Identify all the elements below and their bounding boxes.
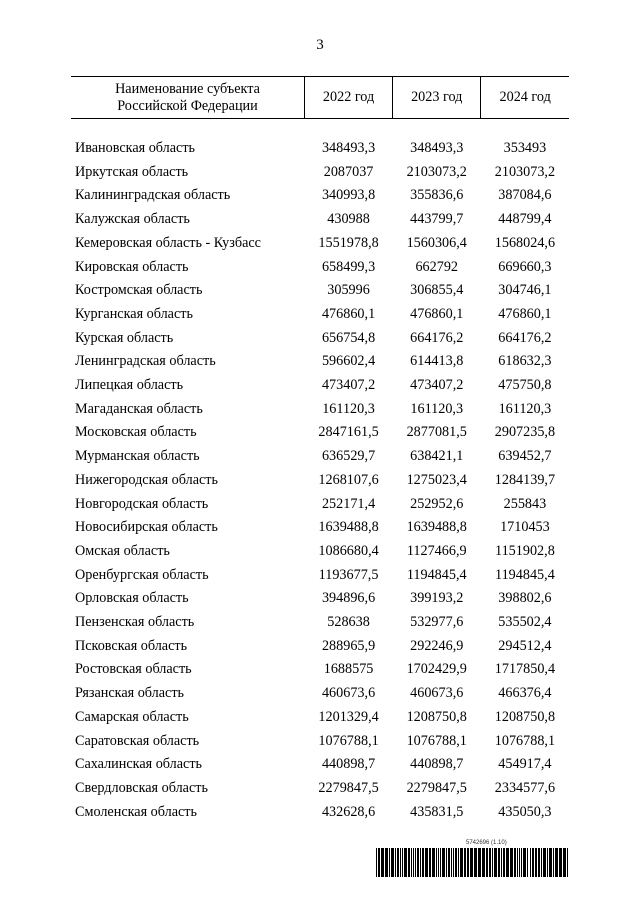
value-cell: 1639488,8 bbox=[406, 519, 467, 536]
barcode-bar bbox=[535, 848, 537, 877]
barcode-bar bbox=[455, 848, 457, 877]
barcode-bar bbox=[391, 848, 394, 877]
value-cell: 305996 bbox=[327, 282, 370, 299]
value-cell: 440898,7 bbox=[410, 756, 464, 773]
value-cell: 618632,3 bbox=[498, 353, 552, 370]
value-cell: 1702429,9 bbox=[406, 661, 467, 678]
region-name-cell: Новосибирская область bbox=[75, 519, 218, 536]
value-cell: 432628,6 bbox=[321, 803, 376, 820]
value-cell: 1275023,4 bbox=[406, 471, 467, 488]
region-name-cell: Иркутская область bbox=[75, 163, 189, 180]
region-name-cell: Магаданская область bbox=[75, 400, 203, 417]
barcode-bar bbox=[503, 848, 505, 877]
value-cell: 1201329,4 bbox=[318, 708, 379, 725]
table-row bbox=[71, 564, 569, 588]
barcode-bar bbox=[451, 848, 452, 877]
region-name-cell: Омская область bbox=[75, 542, 170, 559]
value-cell: 443799,7 bbox=[410, 211, 464, 228]
table-row bbox=[71, 161, 569, 185]
table-row bbox=[71, 777, 569, 801]
value-cell: 387084,6 bbox=[498, 187, 552, 204]
barcode-bar bbox=[482, 848, 485, 877]
region-name-cell: Сахалинская область bbox=[75, 756, 203, 773]
barcode-bar bbox=[417, 848, 419, 877]
barcode-bar bbox=[521, 848, 522, 877]
barcode-bar bbox=[478, 848, 481, 877]
region-name-cell: Кировская область bbox=[75, 258, 189, 275]
barcode-bar bbox=[464, 848, 466, 877]
value-cell: 399193,2 bbox=[410, 590, 464, 607]
value-cell: 466376,4 bbox=[498, 685, 552, 702]
region-name-cell: Рязанская область bbox=[75, 685, 185, 702]
value-cell: 1551978,8 bbox=[318, 234, 379, 251]
value-cell: 255843 bbox=[503, 495, 547, 512]
table-row bbox=[71, 208, 569, 232]
value-cell: 435050,3 bbox=[498, 803, 552, 820]
barcode-bar bbox=[530, 848, 531, 877]
table-row bbox=[71, 469, 569, 493]
barcode-bar bbox=[381, 848, 384, 877]
barcode-bar bbox=[458, 848, 459, 877]
region-name-cell: Оренбургская область bbox=[75, 566, 209, 583]
value-cell: 476860,1 bbox=[321, 305, 376, 322]
barcode-bar bbox=[425, 848, 428, 877]
barcode-bar bbox=[494, 848, 497, 877]
region-name-cell: Липецкая область bbox=[75, 377, 184, 394]
region-name-cell: Калужская область bbox=[75, 211, 190, 228]
barcode-bar bbox=[467, 848, 469, 877]
barcode-bar bbox=[474, 848, 477, 877]
value-cell: 2847161,5 bbox=[318, 424, 379, 441]
barcode-bar bbox=[510, 848, 513, 877]
value-cell: 355836,6 bbox=[410, 187, 464, 204]
region-name-cell: Пензенская область bbox=[75, 614, 195, 631]
barcode-bar bbox=[517, 848, 518, 877]
value-cell: 435831,5 bbox=[410, 803, 464, 820]
value-cell: 1076788,1 bbox=[406, 732, 467, 749]
table-row bbox=[71, 753, 569, 777]
value-cell: 2907235,8 bbox=[494, 424, 556, 441]
page-number: 3 bbox=[316, 37, 324, 53]
value-cell: 636529,7 bbox=[321, 448, 376, 465]
region-name-cell: Костромская область bbox=[75, 282, 203, 299]
value-cell: 1639488,8 bbox=[318, 519, 379, 536]
barcode-bar bbox=[498, 848, 500, 877]
barcode-bar bbox=[397, 848, 399, 877]
value-cell: 1560306,4 bbox=[406, 234, 467, 251]
value-cell: 664176,2 bbox=[410, 329, 464, 346]
value-cell: 348493,3 bbox=[410, 140, 464, 156]
value-cell: 1086680,4 bbox=[318, 542, 379, 559]
table-row bbox=[71, 706, 569, 730]
value-cell: 639452,7 bbox=[498, 448, 552, 465]
value-cell: 304746,1 bbox=[498, 282, 552, 299]
value-cell: 1688575 bbox=[323, 661, 374, 678]
value-cell: 2103073,2 bbox=[406, 163, 467, 180]
barcode-bar bbox=[501, 848, 502, 877]
barcode-bar bbox=[436, 848, 437, 877]
value-cell: 1268107,6 bbox=[318, 471, 379, 488]
value-cell: 306855,4 bbox=[410, 282, 464, 299]
barcode-bar bbox=[402, 848, 403, 877]
barcode-bar bbox=[400, 848, 401, 877]
barcode-bar bbox=[378, 848, 380, 877]
barcode-bar bbox=[420, 848, 421, 877]
barcode-bar bbox=[460, 848, 463, 877]
data-table bbox=[71, 76, 569, 824]
region-name-cell: Мурманская область bbox=[75, 448, 200, 465]
region-name-cell: Свердловская область bbox=[75, 779, 208, 796]
barcode-bar bbox=[549, 848, 552, 877]
value-cell: 1717850,4 bbox=[494, 661, 556, 678]
value-cell: 454917,4 bbox=[498, 756, 552, 773]
value-cell: 1208750,8 bbox=[494, 708, 556, 725]
table-row bbox=[71, 398, 569, 422]
table-spacer bbox=[71, 119, 569, 138]
value-cell: 473407,2 bbox=[321, 377, 376, 394]
value-cell: 532977,6 bbox=[410, 614, 464, 631]
table-row bbox=[71, 303, 569, 327]
table-row bbox=[71, 445, 569, 469]
barcode-bar bbox=[422, 848, 424, 877]
table-row bbox=[71, 232, 569, 256]
region-name-cell: Самарская область bbox=[75, 708, 189, 725]
barcode-bar bbox=[411, 848, 412, 877]
value-cell: 2334577,6 bbox=[494, 779, 556, 796]
table-row bbox=[71, 421, 569, 445]
header-region bbox=[71, 77, 304, 119]
table-row bbox=[71, 516, 569, 540]
value-cell: 440898,7 bbox=[321, 756, 376, 773]
value-cell: 656754,8 bbox=[321, 329, 376, 346]
value-cell: 476860,1 bbox=[410, 305, 464, 322]
value-cell: 2103073,2 bbox=[494, 163, 556, 180]
table-row bbox=[71, 256, 569, 280]
table-row bbox=[71, 137, 569, 161]
barcode-bar bbox=[395, 848, 396, 877]
barcode-bar bbox=[453, 848, 454, 877]
region-name-cell: Псковская область bbox=[75, 637, 188, 654]
barcode-bar bbox=[448, 848, 450, 877]
barcode-bar bbox=[555, 848, 558, 877]
value-cell: 1284139,7 bbox=[494, 471, 556, 488]
value-cell: 1193677,5 bbox=[318, 566, 379, 583]
barcode-bar bbox=[376, 848, 377, 877]
barcode-bar bbox=[489, 848, 491, 877]
value-cell: 161120,3 bbox=[322, 400, 375, 417]
value-cell: 2279847,5 bbox=[318, 779, 379, 796]
barcode-bar bbox=[506, 848, 509, 877]
table-row bbox=[71, 279, 569, 303]
value-cell: 460673,6 bbox=[410, 685, 464, 702]
value-cell: 596602,4 bbox=[321, 353, 376, 370]
value-cell: 1568024,6 bbox=[494, 234, 556, 251]
value-cell: 1194845,4 bbox=[406, 566, 467, 583]
barcode-bar bbox=[538, 848, 540, 877]
barcode-bar bbox=[523, 848, 526, 877]
value-cell: 476860,1 bbox=[498, 305, 552, 322]
value-cell: 252171,4 bbox=[321, 495, 376, 512]
table-row bbox=[71, 587, 569, 611]
header-year-2022: 2022 год bbox=[304, 77, 392, 119]
value-cell: 1208750,8 bbox=[406, 708, 467, 725]
value-cell: 669660,3 bbox=[498, 258, 552, 275]
value-cell: 1127466,9 bbox=[406, 542, 467, 559]
table-row bbox=[71, 730, 569, 754]
barcode-bar bbox=[446, 848, 447, 877]
value-cell: 1076788,1 bbox=[318, 732, 379, 749]
barcode-label: 5742696 (1.10) bbox=[466, 840, 507, 846]
barcode-bar bbox=[519, 848, 520, 877]
value-cell: 161120,3 bbox=[410, 400, 464, 417]
barcode-bar bbox=[470, 848, 473, 877]
value-cell: 1151902,8 bbox=[495, 542, 555, 559]
value-cell: 394896,6 bbox=[321, 590, 376, 607]
region-name-cell: Ленинградская область bbox=[75, 353, 216, 370]
barcode-bar bbox=[543, 848, 546, 877]
table-row bbox=[71, 801, 569, 825]
value-cell: 161120,3 bbox=[498, 400, 552, 417]
header-year-2024: 2024 год bbox=[481, 77, 569, 119]
value-cell: 664176,2 bbox=[498, 329, 552, 346]
region-name-cell: Нижегородская область bbox=[75, 471, 218, 488]
region-name-cell: Новгородская область bbox=[75, 495, 209, 512]
barcode-bar bbox=[532, 848, 534, 877]
region-name-cell: Ивановская область bbox=[75, 140, 196, 156]
value-cell: 473407,2 bbox=[410, 377, 464, 394]
barcode-bar bbox=[389, 848, 390, 877]
table-row bbox=[71, 611, 569, 635]
value-cell: 2877081,5 bbox=[406, 424, 467, 441]
region-name-cell: Кемеровская область - Кузбасс bbox=[75, 234, 261, 251]
table-row bbox=[71, 658, 569, 682]
table-row bbox=[71, 184, 569, 208]
value-cell: 535502,4 bbox=[498, 614, 552, 631]
header-year-2023: 2023 год bbox=[393, 77, 481, 119]
table-row bbox=[71, 540, 569, 564]
barcode-bar bbox=[404, 848, 407, 877]
table-row bbox=[71, 350, 569, 374]
value-cell: 430988 bbox=[327, 211, 370, 228]
value-cell: 288965,9 bbox=[321, 637, 376, 654]
region-name-cell: Смоленская область bbox=[75, 803, 197, 820]
barcode-bar bbox=[438, 848, 439, 877]
value-cell: 658499,3 bbox=[321, 258, 376, 275]
barcode-bar bbox=[432, 848, 435, 877]
barcode-bar bbox=[567, 848, 568, 877]
barcode-bar bbox=[429, 848, 431, 877]
region-name-cell: Калининградская область bbox=[75, 187, 231, 204]
value-cell: 614413,8 bbox=[410, 353, 464, 370]
table-header-row bbox=[71, 77, 569, 119]
region-name-cell: Московская область bbox=[75, 424, 197, 441]
value-cell: 294512,4 bbox=[498, 637, 552, 654]
value-cell: 460673,6 bbox=[321, 685, 376, 702]
barcode-bar bbox=[442, 848, 445, 877]
value-cell: 2087037 bbox=[323, 163, 374, 180]
region-name-cell: Орловская область bbox=[75, 590, 189, 607]
region-name-cell: Курская область bbox=[75, 329, 174, 346]
value-cell: 662792 bbox=[415, 258, 458, 275]
value-cell: 353493 bbox=[503, 140, 547, 156]
barcode-bar bbox=[541, 848, 542, 877]
barcode bbox=[376, 848, 569, 877]
barcode-bar bbox=[527, 848, 528, 877]
barcode-bar bbox=[559, 848, 562, 877]
region-name-cell: Курганская область bbox=[75, 305, 193, 322]
header-region-label: Наименование субъекта Российской Федерации bbox=[115, 80, 260, 114]
value-cell: 1194845,4 bbox=[495, 566, 555, 583]
value-cell: 638421,1 bbox=[410, 448, 464, 465]
table-row bbox=[71, 635, 569, 659]
table-row bbox=[71, 374, 569, 398]
barcode-bar bbox=[440, 848, 441, 877]
barcode-bar bbox=[563, 848, 566, 877]
value-cell: 528638 bbox=[327, 614, 370, 631]
region-name-cell: Саратовская область bbox=[75, 732, 200, 749]
barcode-bar bbox=[486, 848, 488, 877]
barcode-bar bbox=[415, 848, 416, 877]
value-cell: 2279847,5 bbox=[406, 779, 467, 796]
barcode-bar bbox=[408, 848, 410, 877]
value-cell: 1076788,1 bbox=[494, 732, 556, 749]
table-row bbox=[71, 327, 569, 351]
value-cell: 1710453 bbox=[500, 519, 550, 536]
barcode-bar bbox=[553, 848, 554, 877]
value-cell: 448799,4 bbox=[498, 211, 552, 228]
barcode-bar bbox=[492, 848, 493, 877]
barcode-bar bbox=[385, 848, 388, 877]
barcode-bar bbox=[413, 848, 414, 877]
value-cell: 398802,6 bbox=[498, 590, 552, 607]
value-cell: 348493,3 bbox=[321, 140, 376, 156]
value-cell: 340993,8 bbox=[321, 187, 376, 204]
value-cell: 475750,8 bbox=[498, 377, 552, 394]
barcode-bar bbox=[547, 848, 548, 877]
value-cell: 292246,9 bbox=[410, 637, 464, 654]
region-name-cell: Ростовская область bbox=[75, 661, 192, 678]
table-row bbox=[71, 682, 569, 706]
barcode-bar bbox=[514, 848, 516, 877]
value-cell: 252952,6 bbox=[410, 495, 464, 512]
table-row bbox=[71, 493, 569, 517]
